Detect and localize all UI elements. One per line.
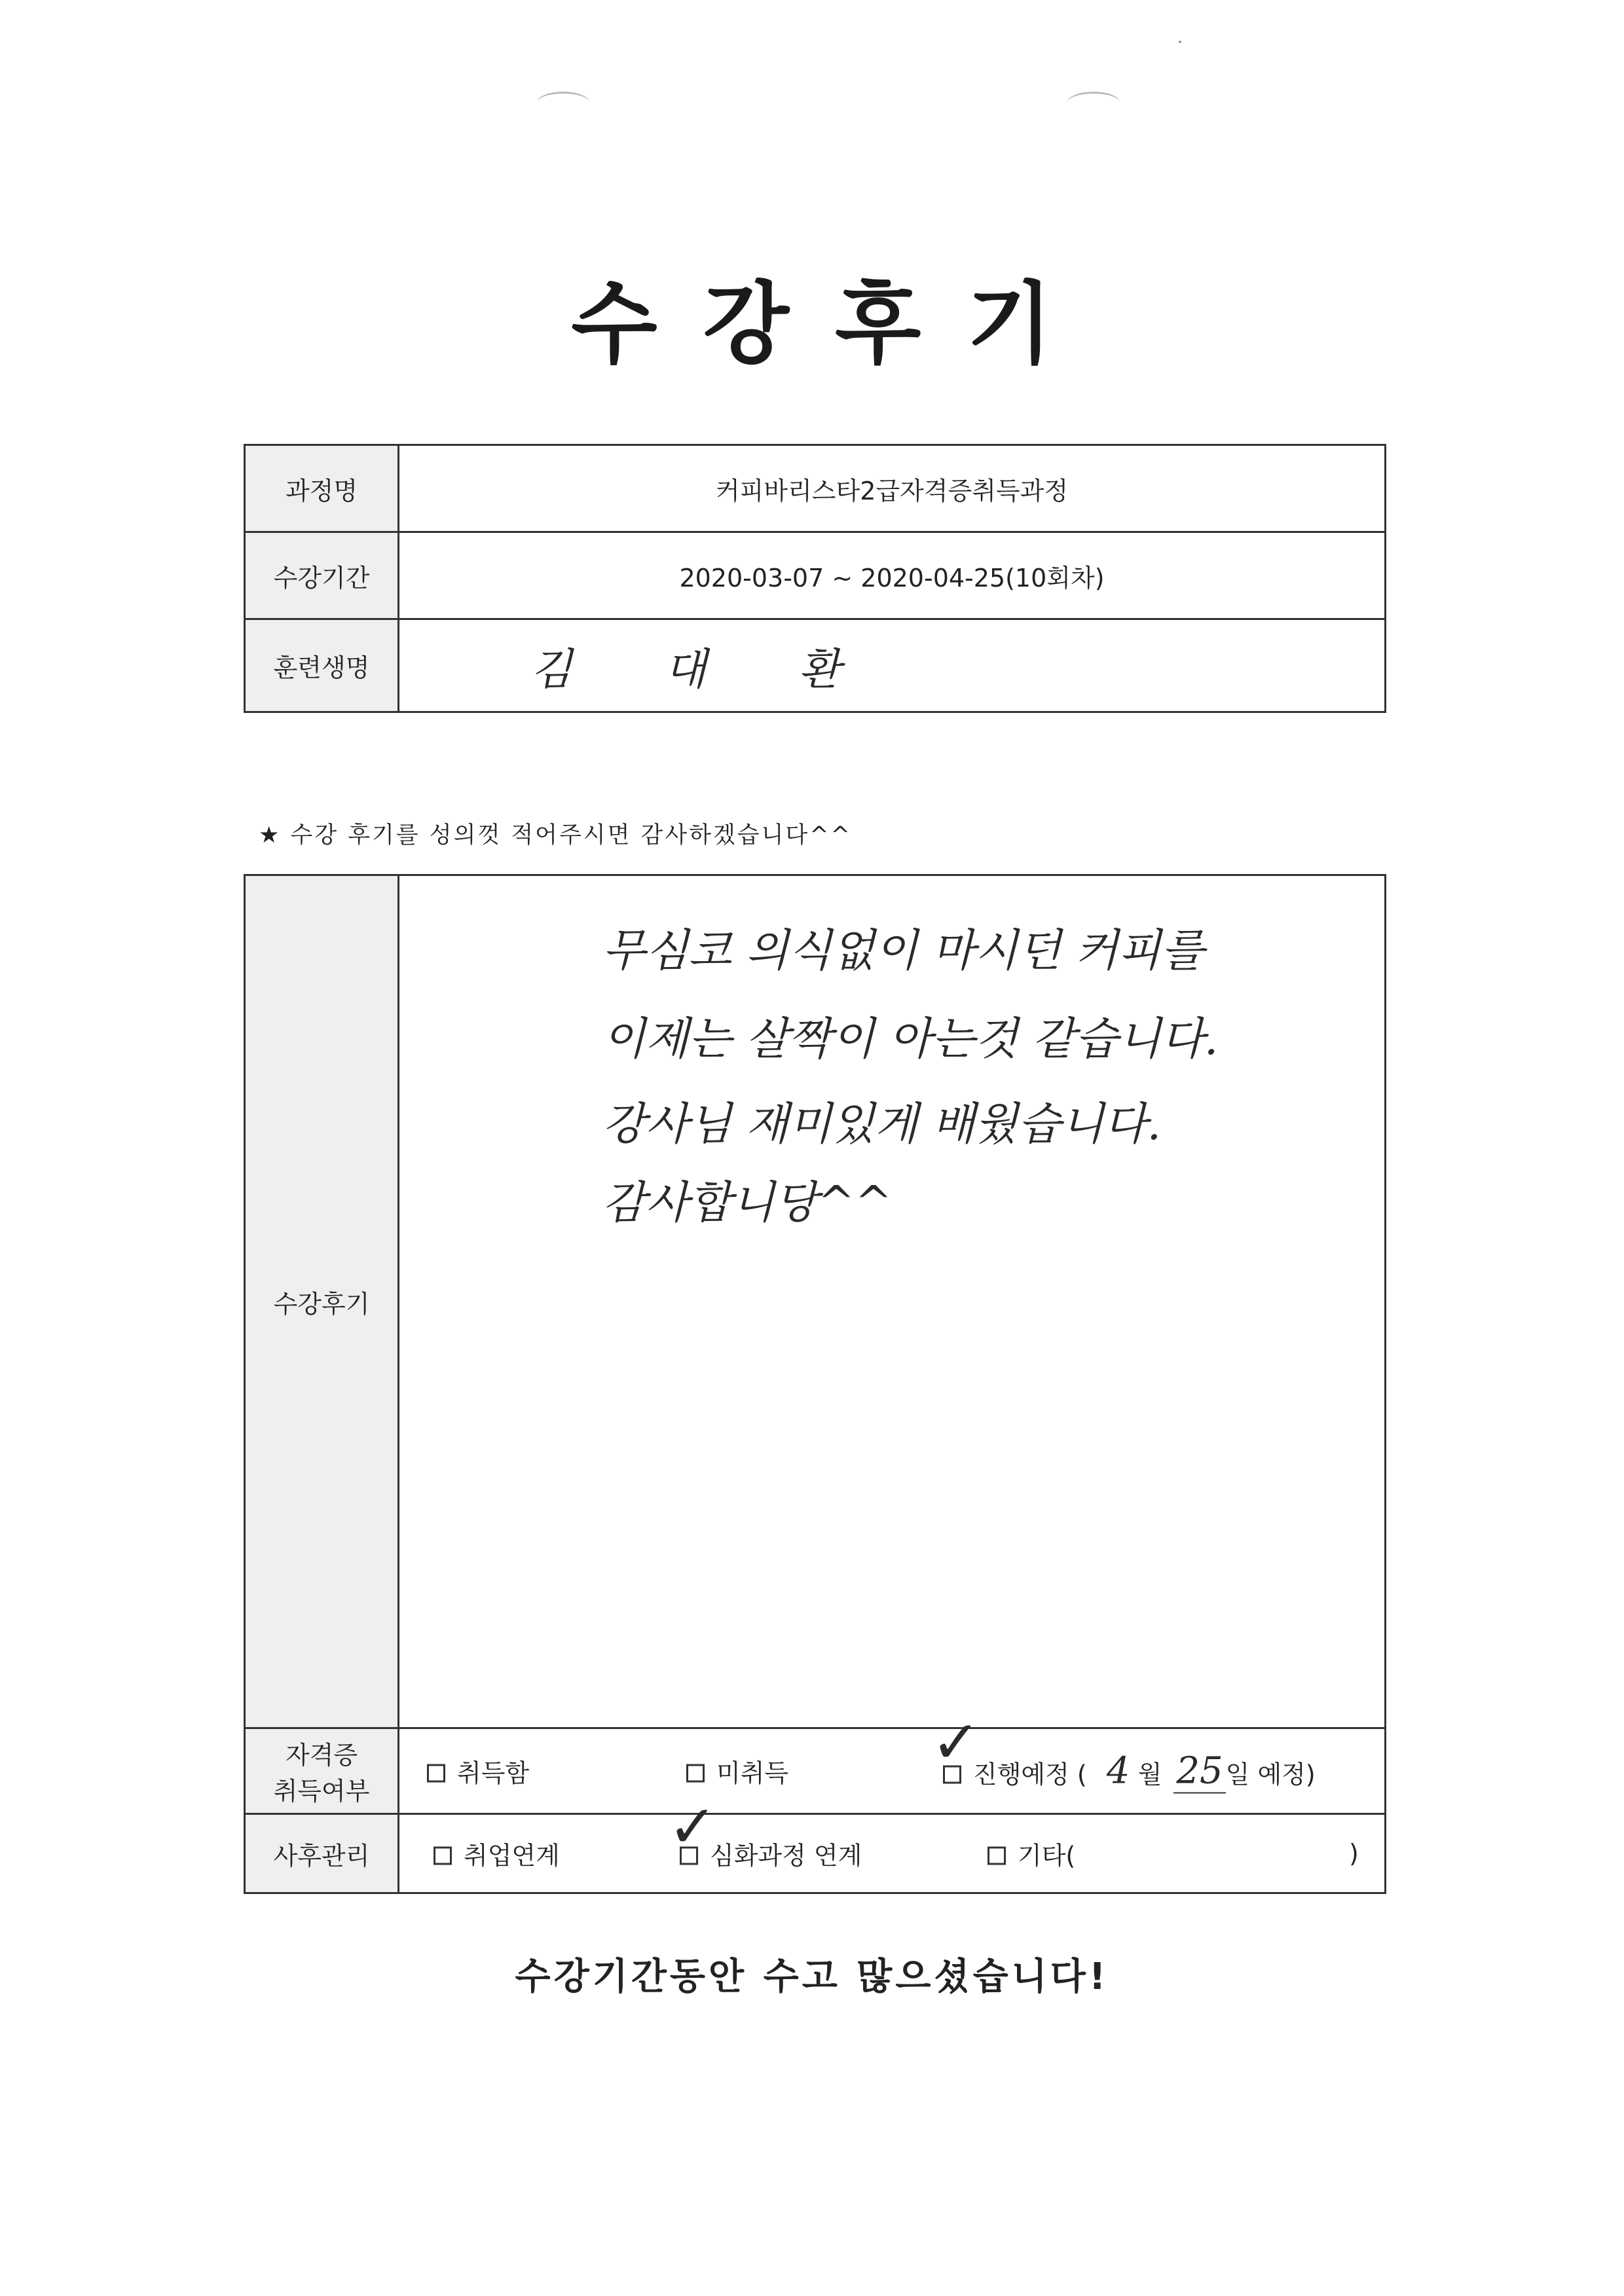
- month-handwritten: 4: [1106, 1749, 1130, 1793]
- checkbox-employment[interactable]: [434, 1846, 452, 1865]
- trainee-name-row: [245, 619, 1386, 712]
- course-name-value: 커피바리스타2급자격증취득과정: [399, 445, 1386, 532]
- scan-speck: [1179, 41, 1181, 43]
- course-period-value: 2020-03-07 ~ 2020-04-25(10회차): [399, 532, 1386, 619]
- option-employment[interactable]: [434, 1836, 560, 1872]
- trainee-name-handwritten: 김 대 환: [530, 644, 880, 695]
- course-name-row: [245, 445, 1386, 532]
- option-acquired[interactable]: [427, 1753, 529, 1789]
- aftercare-label: 사후관리: [245, 1814, 399, 1893]
- aftercare-row: [245, 1814, 1386, 1893]
- closing-message: 수강기간동안 수고 많으셨습니다!: [515, 1956, 1109, 1998]
- notice-text: ★ 수강 후기를 성의껏 적어주시면 감사하겠습니다^^: [259, 822, 852, 848]
- review-line: 강사님 재미있게 배웠습니다.: [602, 1099, 1162, 1150]
- day-unit: 일 예정): [1225, 1760, 1316, 1789]
- review-line: 감사합니당^^: [602, 1177, 893, 1229]
- review-text-area[interactable]: [399, 875, 1386, 1728]
- option-planned[interactable]: [943, 1750, 1316, 1793]
- certificate-label-line2: 취득여부: [273, 1777, 370, 1806]
- checkbox-other[interactable]: [987, 1846, 1006, 1865]
- course-info-table: [244, 444, 1386, 713]
- day-handwritten: 25: [1173, 1750, 1225, 1794]
- option-not-acquired[interactable]: [686, 1753, 788, 1789]
- course-period-label: 수강기간: [245, 532, 399, 619]
- checkbox-acquired[interactable]: [427, 1764, 445, 1782]
- option-acquired-label: 취득함: [457, 1758, 530, 1788]
- month-unit: 월: [1137, 1760, 1162, 1789]
- option-planned-label: 진행예정 (: [973, 1760, 1087, 1789]
- certificate-label-line1: 자격증: [285, 1741, 358, 1770]
- certificate-options: [399, 1708, 1386, 1814]
- option-other[interactable]: [987, 1836, 1075, 1872]
- certificate-label: [245, 1728, 399, 1814]
- review-row: [245, 875, 1386, 1728]
- option-not-acquired-label: 미취득: [716, 1758, 789, 1788]
- check-mark-icon: ✓: [668, 1793, 718, 1861]
- review-handwritten-lines: [399, 876, 1384, 1727]
- option-other-close: ): [1349, 1839, 1359, 1868]
- check-mark-icon: ✓: [931, 1708, 981, 1777]
- course-name-label: 과정명: [245, 445, 399, 532]
- certificate-row: [245, 1728, 1386, 1814]
- review-table: [244, 874, 1386, 1894]
- checkbox-not-acquired[interactable]: [686, 1764, 705, 1782]
- page-title: 수강후기: [571, 273, 1099, 376]
- option-employment-label: 취업연계: [464, 1841, 560, 1870]
- review-line: 이제는 살짝이 아는것 같습니다.: [602, 1013, 1219, 1065]
- option-other-label: 기타(: [1018, 1841, 1076, 1870]
- trainee-name-cell[interactable]: [399, 619, 1386, 712]
- aftercare-options: [399, 1793, 1386, 1893]
- review-line: 무심코 의식없이 마시던 커피를: [602, 925, 1204, 977]
- review-label: 수강후기: [245, 875, 399, 1728]
- course-period-row: [245, 532, 1386, 619]
- punch-hole-right: [1067, 92, 1120, 113]
- option-advanced-label: 심화과정 연계: [710, 1841, 862, 1870]
- punch-hole-left: [537, 92, 589, 113]
- trainee-name-label: 훈련생명: [245, 619, 399, 712]
